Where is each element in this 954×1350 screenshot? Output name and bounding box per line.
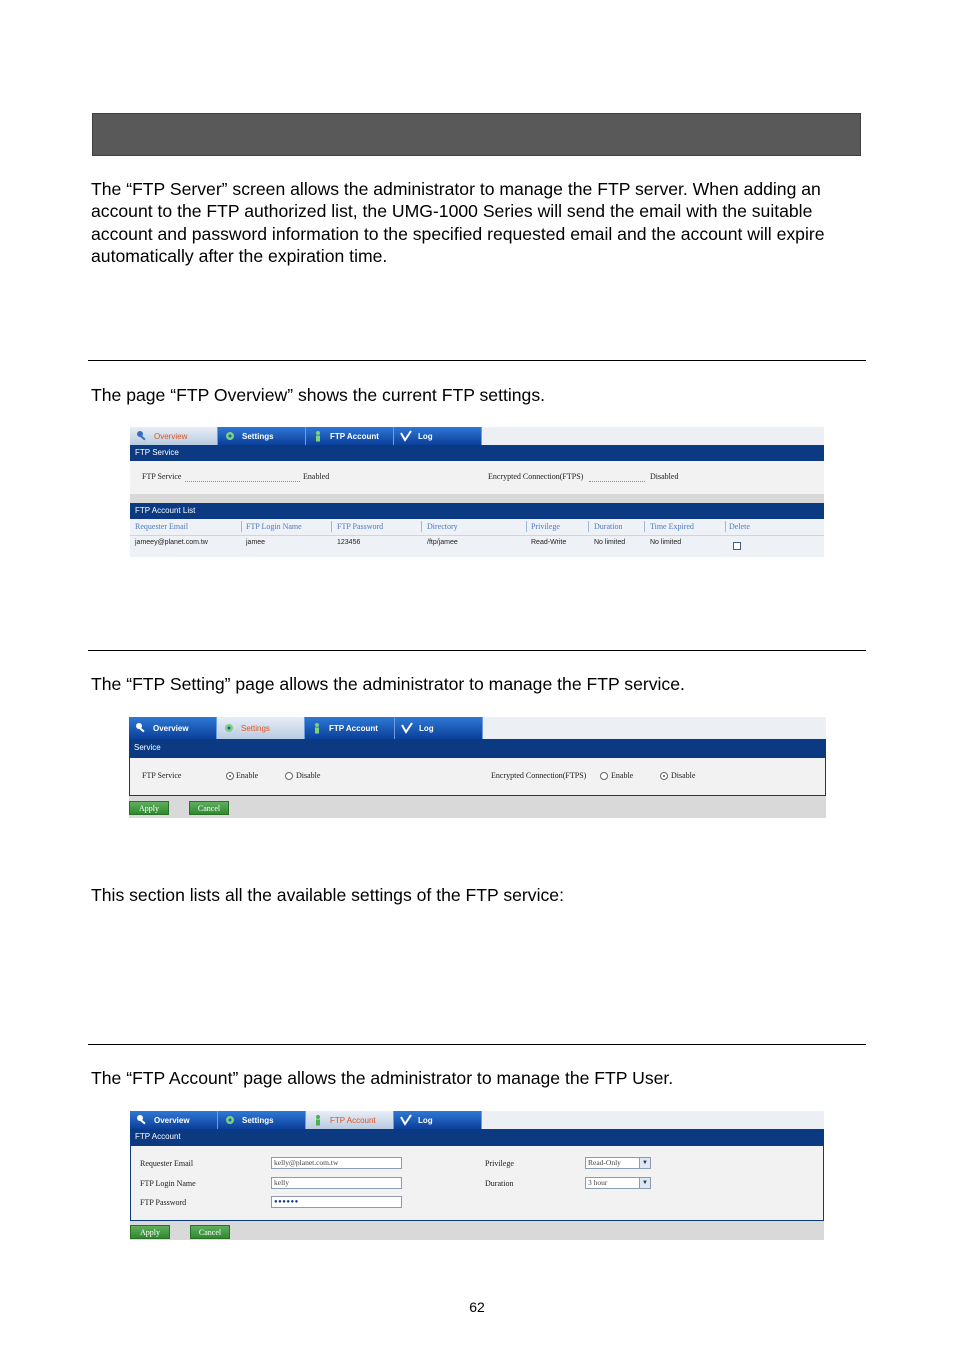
log-icon [400, 1114, 412, 1126]
col-requester-email: Requester Email [135, 522, 189, 531]
list-paragraph: This section lists all the available settings of the FTP service: [91, 885, 564, 905]
ftp-account-header: FTP Account [130, 1129, 824, 1145]
intro-paragraph: The “FTP Server” screen allows the administrator to manage the FTP server. When adding an account to the FTP authorized list, the UMG-1000 Series will send the email with the suitable account and password information to the specified requested email and the account will expire automatically after the expiration time. [91, 179, 825, 267]
settings-icon [224, 430, 236, 442]
overview-paragraph: The page “FTP Overview” shows the current FTP settings. [91, 385, 546, 405]
log-icon [400, 430, 412, 442]
ftps-enable-radio[interactable] [600, 772, 608, 780]
setting-paragraph: The “FTP Setting” page allows the administrator to manage the FTP service. [91, 674, 685, 694]
apply-button[interactable]: Apply [130, 1225, 170, 1239]
user-icon [311, 722, 323, 734]
log-icon [401, 722, 413, 734]
tab-bar [129, 717, 483, 739]
ftp-account-list-header: FTP Account List [130, 503, 824, 519]
divider [88, 360, 866, 361]
duration-select[interactable]: 3 hour ▼ [585, 1177, 651, 1189]
ftp-account-panel [130, 1111, 824, 1240]
privilege-label: Privilege [485, 1159, 514, 1168]
service-header: Service [129, 739, 826, 757]
ftp-service-label: FTP Service [142, 771, 182, 780]
privilege-select[interactable]: Read-Only ▼ [585, 1157, 651, 1169]
overview-icon [136, 430, 148, 442]
tab-overview[interactable]: Overview [129, 717, 217, 739]
ftp-service-enable-radio[interactable] [226, 772, 234, 780]
col-privilege: Privilege [531, 522, 560, 531]
ftps-value: Disabled [650, 472, 679, 481]
settings-icon [224, 1114, 236, 1126]
ftp-setting-panel: Overview Settings FTP Account Log Service FTP Service Enable Disable Encrypted Connection(FTPS) Enable Disable Apply Cancel [129, 717, 826, 818]
ftps-label: Encrypted Connection(FTPS) [491, 771, 587, 780]
tab-bar [130, 427, 482, 445]
user-icon [312, 430, 324, 442]
chevron-down-icon: ▼ [639, 1178, 650, 1188]
tab-ftp-account[interactable]: FTP Account [306, 1111, 394, 1129]
ftp-service-disable-radio[interactable] [285, 772, 293, 780]
tab-log[interactable]: Log [394, 427, 482, 445]
cancel-button[interactable]: Cancel [190, 1225, 230, 1239]
ftps-label: Encrypted Connection(FTPS) [488, 472, 584, 481]
tab-bar [130, 1111, 482, 1129]
divider [88, 1044, 866, 1045]
col-time-expired: Time Expired [650, 522, 694, 531]
ftp-service-label: FTP Service [142, 472, 182, 481]
account-table: Requester Email FTP Login Name FTP Password Directory Privilege Duration Time Expired Delete jameey@planet.com.tw jamee 123456 /ftp/jamee Read-Write No limited No limited [130, 519, 824, 557]
tab-settings[interactable]: Settings [218, 1111, 306, 1129]
tab-settings[interactable]: Settings [217, 717, 305, 739]
account-paragraph: The “FTP Account” page allows the administrator to manage the FTP User. [91, 1068, 674, 1088]
duration-label: Duration [485, 1179, 514, 1188]
col-password: FTP Password [337, 522, 384, 531]
col-duration: Duration [594, 522, 623, 531]
requester-email-input[interactable]: kelly@planet.com.tw [271, 1157, 402, 1169]
settings-icon [223, 722, 235, 734]
ftp-password-input[interactable]: ●●●●●● [271, 1196, 402, 1208]
requester-email-label: Requester Email [140, 1159, 194, 1168]
tab-overview[interactable]: Overview [130, 1111, 218, 1129]
ftp-overview-panel [130, 427, 824, 557]
col-delete: Delete [729, 522, 750, 531]
delete-checkbox[interactable] [733, 542, 741, 550]
tab-ftp-account[interactable]: FTP Account [305, 717, 395, 739]
ftp-password-label: FTP Password [140, 1198, 187, 1207]
ftp-login-name-input[interactable]: kelly [271, 1177, 402, 1189]
overview-icon [135, 722, 147, 734]
ftps-disable-radio[interactable] [660, 772, 668, 780]
cancel-button[interactable]: Cancel [189, 801, 229, 815]
tab-settings[interactable]: Settings [218, 427, 306, 445]
chevron-down-icon: ▼ [639, 1158, 650, 1168]
page-number: 62 [469, 1299, 485, 1315]
col-directory: Directory [427, 522, 458, 531]
apply-button[interactable]: Apply [129, 801, 169, 815]
col-login-name: FTP Login Name [246, 522, 302, 531]
user-icon [312, 1114, 324, 1126]
section-title-bar [92, 113, 861, 156]
ftp-login-name-label: FTP Login Name [140, 1179, 196, 1188]
tab-log[interactable]: Log [394, 1111, 482, 1129]
overview-icon [136, 1114, 148, 1126]
ftp-service-header: FTP Service [130, 445, 824, 461]
tab-ftp-account[interactable]: FTP Account [306, 427, 394, 445]
divider [88, 650, 866, 651]
tab-overview[interactable]: Overview [130, 427, 218, 445]
tab-log[interactable]: Log [395, 717, 483, 739]
ftp-service-value: Enabled [303, 472, 330, 481]
